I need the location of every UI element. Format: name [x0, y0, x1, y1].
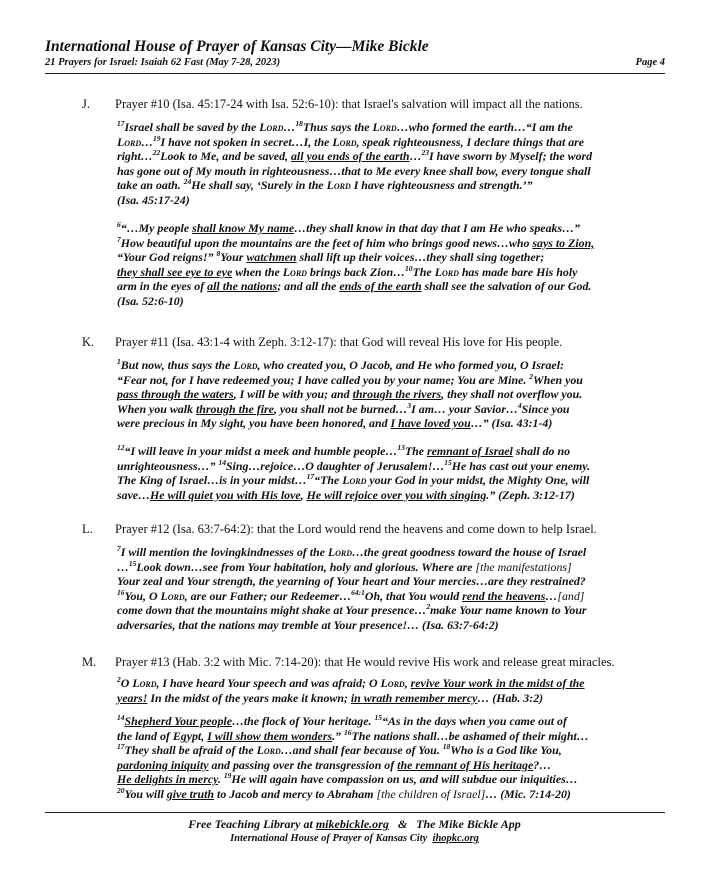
text-run: Look to Me, and be saved, — [160, 149, 291, 164]
text-run: “Your God reigns!” — [117, 250, 217, 265]
small-caps-lord: Lord — [282, 264, 307, 279]
text-run: and passing over the transgression of — [208, 757, 398, 772]
text-run: … (Hab. 3:2) — [477, 690, 544, 705]
verse-number: 7 — [117, 234, 121, 244]
underlined-phrase: pardoning iniquity — [117, 757, 209, 772]
text-run: I have not spoken in secret…I, the — [160, 134, 333, 149]
underlined-phrase: years! — [117, 690, 148, 705]
passage-line — [117, 603, 665, 618]
verse-number: 17 — [306, 472, 315, 482]
text-run: , I will be with you; and — [233, 387, 353, 402]
passage-line — [117, 743, 665, 758]
text-run: He has cast out your enemy. — [451, 458, 591, 473]
text-run: take an oath. — [117, 178, 184, 193]
text-run: Your — [220, 250, 247, 265]
small-caps-lord: Lord — [372, 120, 397, 134]
underlined-phrase: all the nations — [207, 279, 278, 294]
bracket-note: [and] — [557, 588, 585, 603]
text-run: How beautiful upon the mountains are the feet of him who brings good news…who — [120, 235, 533, 250]
passage-line — [117, 387, 665, 402]
ihopkc-link[interactable]: ihopkc.org — [432, 833, 479, 844]
underlined-phrase: I have loved you — [390, 416, 471, 431]
text-run: I have righteousness and strength.’” — [350, 178, 533, 193]
underlined-phrase: He will rejoice over you with singing — [306, 487, 487, 502]
text-run: I am… your Savior… — [411, 401, 518, 416]
text-run: He shall say, ‘Surely in the — [191, 178, 327, 193]
footer-line-1 — [0, 817, 709, 832]
scripture-passage — [117, 444, 665, 502]
text-run: shall lift up their voices…they shall sing together; — [296, 250, 545, 265]
text-run: save… — [117, 487, 151, 502]
verse-number: 15 — [374, 713, 382, 722]
underlined-phrase: in wrath remember mercy — [350, 690, 478, 705]
text-run: unrighteousness…” — [117, 458, 219, 473]
small-caps-lord: Lord — [327, 545, 353, 559]
verse-number: 14 — [117, 713, 125, 722]
verse-number: 64:1 — [351, 587, 365, 597]
underlined-phrase: ends of the earth — [339, 279, 422, 294]
small-caps-lord: Lord — [342, 473, 367, 488]
verse-number: 6 — [117, 220, 121, 229]
mikebickle-link[interactable]: mikebickle.org — [315, 817, 389, 831]
section-letter: J. — [82, 97, 90, 111]
verse-number: 14 — [218, 457, 226, 467]
text-run: “…My people — [120, 221, 193, 235]
verse-number: 1 — [117, 357, 121, 366]
text-run: (Isa. 45:17-24) — [117, 192, 190, 207]
passage-line — [117, 164, 665, 179]
text-run: , speak righteousness, I declare things that are — [356, 134, 585, 149]
text-run: right… — [117, 149, 153, 164]
text-run: Look down…see from Your habitation, holy and glorious. Where are — [136, 559, 476, 574]
text-run: Your zeal and Your strength, the yearning of Your heart and Your mercies…are they restrained? — [117, 574, 586, 589]
section-letter: M. — [82, 655, 97, 669]
small-caps-lord: Lord — [380, 676, 405, 690]
underlined-phrase: remnant of Israel — [426, 444, 513, 458]
passage-line — [117, 294, 665, 309]
passage-line — [117, 149, 665, 164]
text-run: , I have heard Your speech and was afraid; O — [156, 676, 381, 690]
verse-number: 2 — [117, 675, 121, 684]
verse-number: 16 — [343, 727, 352, 737]
underlined-phrase: Shepherd Your people — [124, 714, 232, 728]
passage-line — [117, 416, 665, 431]
underlined-phrase: pass through the waters — [117, 387, 234, 402]
text-run: , you shall not be burned… — [273, 401, 408, 416]
underlined-phrase: He will quiet you with His love — [150, 487, 301, 502]
text-run: your God in your midst, the Mighty One, will — [366, 473, 590, 488]
underlined-phrase: He delights in mercy — [117, 772, 218, 787]
text-run: “I will leave in your midst a meek and humble people… — [124, 444, 398, 458]
text-run: …” (Isa. 43:1-4) — [470, 416, 553, 431]
passage-line — [117, 676, 665, 691]
small-caps-lord: Lord — [326, 178, 351, 193]
text-run: … — [141, 134, 154, 149]
text-run: The — [412, 264, 435, 279]
passage-line — [117, 545, 665, 560]
scripture-passage — [117, 676, 665, 705]
passage-line — [117, 488, 665, 503]
text-run: Who is a God like You, — [450, 743, 562, 758]
verse-number: 19 — [153, 133, 161, 143]
passage-line — [117, 236, 665, 251]
text-run: Thus says the — [302, 120, 373, 134]
text-run: … — [545, 588, 558, 603]
underlined-phrase: they shall see eye to eye — [117, 264, 233, 279]
passage-line — [117, 589, 665, 604]
text-run: were precious in My sight, you have been honored, and — [117, 416, 391, 431]
small-caps-lord: Lord — [160, 588, 185, 603]
passage-line — [117, 279, 665, 294]
passage-line — [117, 787, 665, 802]
text-run: …who formed the earth…“I am the — [396, 120, 573, 134]
text-run: When you — [533, 372, 583, 387]
text-run: .” — [332, 728, 344, 743]
page-title: International House of Prayer of Kansas City—Mike Bickle — [45, 38, 429, 55]
prayer-heading: Prayer #11 (Isa. 43:1-4 with Zeph. 3:12-17): that God will reveal His love for His people. — [115, 335, 563, 349]
text-run: They shall be afraid of the — [124, 743, 257, 758]
text-run: has made bare His holy — [458, 264, 578, 279]
underlined-phrase: through the fire — [195, 401, 274, 416]
small-caps-lord: Lord — [434, 264, 459, 279]
underlined-phrase: shall know My name — [192, 221, 295, 235]
verse-number: 17 — [117, 119, 125, 128]
text-run: “The — [314, 473, 343, 488]
verse-number: 7 — [117, 544, 121, 553]
passage-line — [117, 265, 665, 280]
text-run: ; and all the — [277, 279, 340, 294]
passage-line — [117, 250, 665, 265]
prayer-heading: Prayer #10 (Isa. 45:17-24 with Isa. 52:6-10): that Israel's salvation will impact all the nations. — [115, 97, 583, 111]
text-run: to Jacob and mercy to Abraham — [214, 786, 377, 801]
verse-number: 2 — [529, 371, 534, 381]
verse-number: 13 — [397, 443, 405, 452]
section-letter: K. — [82, 335, 95, 349]
passage-line — [117, 135, 665, 150]
footer-line-2 — [0, 833, 709, 844]
footer-rule — [45, 812, 665, 813]
verse-number: 20 — [117, 785, 125, 795]
footer-app-label: The Mike Bickle App — [416, 817, 521, 831]
text-run: The — [404, 444, 427, 458]
text-run: shall see the salvation of our God. — [421, 279, 592, 294]
section-letter: L. — [82, 522, 93, 536]
small-caps-lord: Lord — [332, 134, 357, 149]
underlined-phrase: rend the heavens — [462, 588, 546, 603]
verse-number: 19 — [223, 771, 232, 781]
passage-line — [117, 560, 665, 575]
underlined-phrase: through the rivers — [352, 387, 442, 402]
text-run: The King of Israel…is in your midst… — [117, 473, 307, 488]
text-run: . — [217, 772, 224, 787]
text-run: “Fear not, for I have redeemed you; I have called you by your name; You are Mine. — [117, 372, 530, 387]
text-run: You, O — [124, 588, 161, 603]
footer-library-label: Free Teaching Library at — [188, 817, 316, 831]
text-run: (Isa. 52:6-10) — [117, 293, 184, 308]
text-run: … — [283, 120, 296, 134]
bracket-note: [the children of Israel] — [376, 786, 486, 801]
text-run: I will mention the lovingkindnesses of the — [120, 545, 328, 559]
text-run: He will again have compassion on us, and will subdue our iniquities… — [231, 772, 578, 787]
text-run: You will — [124, 786, 167, 801]
bracket-note: [the manifestations] — [475, 559, 572, 574]
passage-line — [117, 729, 665, 744]
text-run: , are our Father; our Redeemer… — [184, 588, 352, 603]
passage-line — [117, 772, 665, 787]
small-caps-lord: Lord — [117, 134, 142, 149]
text-run: has gone out of My mouth in righteousness…that to Me every knee shall bow, every tongue shall — [117, 163, 591, 178]
passage-line — [117, 691, 665, 706]
verse-number: 2 — [426, 602, 431, 612]
text-run: come down that the mountains might shake at Your presence… — [117, 603, 427, 618]
text-run: .” (Zeph. 3:12-17) — [486, 487, 575, 502]
text-run: Israel shall be saved by the — [124, 120, 260, 134]
text-run: , — [404, 676, 411, 690]
text-run: When you walk — [117, 401, 196, 416]
text-run: … (Mic. 7:14-20) — [485, 786, 571, 801]
passage-line — [117, 714, 665, 729]
verse-number: 18 — [295, 119, 303, 128]
text-run: In the midst of the years make it known; — [147, 690, 351, 705]
text-run: , they shall not overflow you. — [441, 387, 583, 402]
page-number: Page 4 — [635, 57, 665, 68]
text-run: arm in the eyes of — [117, 279, 208, 294]
verse-number: 16 — [117, 587, 125, 597]
passage-line — [117, 193, 665, 208]
small-caps-lord: Lord — [233, 358, 258, 372]
text-run: I have sworn by Myself; the word — [428, 149, 593, 164]
verse-number: 18 — [442, 742, 451, 752]
underlined-phrase: watchmen — [246, 250, 297, 265]
text-run: Sing…rejoice…O daughter of Jerusalem!… — [225, 458, 445, 473]
text-run: …the great goodness toward the house of Israel — [352, 545, 587, 559]
text-run: …and shall fear because of You. — [280, 743, 443, 758]
verse-number: 24 — [183, 177, 192, 187]
text-run: adversaries, that the nations may tremble at Your presence!… (Isa. 63:7-64:2) — [117, 617, 499, 632]
underlined-phrase: give truth — [166, 786, 215, 801]
header-rule — [45, 73, 665, 74]
text-run: The nations shall…be ashamed of their might… — [351, 728, 589, 743]
underlined-phrase: revive Your work in the midst of the — [410, 676, 585, 690]
prayer-heading: Prayer #12 (Isa. 63:7-64:2): that the Lord would rend the heavens and come down to help Israel. — [115, 522, 597, 536]
passage-line — [117, 178, 665, 193]
text-run: Oh, that You would — [364, 588, 463, 603]
text-run: , who created you, O Jacob, and He who formed you, O Israel: — [257, 358, 564, 372]
document-subtitle: 21 Prayers for Israel: Isaiah 62 Fast (May 7-28, 2023) — [45, 57, 281, 68]
verse-number: 12 — [117, 443, 125, 452]
scripture-passage — [117, 221, 665, 309]
passage-line — [117, 221, 665, 236]
text-run: …they shall know in that day that I am He who speaks…” — [294, 221, 580, 235]
underlined-phrase: all you ends of the earth — [290, 149, 410, 164]
verse-number: 22 — [152, 148, 161, 158]
verse-number: 23 — [421, 148, 429, 158]
verse-number: 15 — [128, 558, 137, 568]
verse-number: 4 — [517, 400, 522, 410]
small-caps-lord: Lord — [259, 120, 284, 134]
verse-number: 17 — [117, 742, 125, 752]
text-run: … — [409, 149, 422, 164]
text-run: brings back Zion… — [306, 264, 406, 279]
passage-line — [117, 358, 665, 373]
scripture-passage — [117, 120, 665, 208]
passage-line — [117, 574, 665, 589]
text-run: make Your name known to Your — [430, 603, 587, 618]
text-run: when the — [232, 264, 283, 279]
text-run: But now, thus says the — [120, 358, 234, 372]
passage-line — [117, 459, 665, 474]
verse-number: 10 — [405, 263, 413, 273]
underlined-phrase: I will show them wonders — [207, 728, 333, 743]
text-run: the land of Egypt, — [117, 728, 208, 743]
text-run: Since you — [521, 401, 570, 416]
text-run: …the flock of Your heritage. — [231, 714, 375, 728]
scripture-passage — [117, 358, 665, 431]
prayer-heading: Prayer #13 (Hab. 3:2 with Mic. 7:14-20): that He would revive His work and release great miracles. — [115, 655, 615, 669]
text-run: O — [120, 676, 133, 690]
text-run: ?… — [533, 757, 552, 772]
small-caps-lord: Lord — [256, 743, 281, 758]
text-run: “As in the days when you came out of — [381, 714, 567, 728]
passage-line — [117, 444, 665, 459]
scripture-passage — [117, 714, 665, 802]
passage-line — [117, 758, 665, 773]
text-run: , — [300, 487, 307, 502]
footer-org-label: International House of Prayer of Kansas City — [230, 833, 428, 844]
text-run: shall do no — [512, 444, 571, 458]
scripture-passage — [117, 545, 665, 633]
passage-line — [117, 402, 665, 417]
passage-line — [117, 373, 665, 388]
passage-line — [117, 473, 665, 488]
text-run: … — [117, 559, 129, 574]
small-caps-lord: Lord — [132, 676, 157, 690]
verse-number: 8 — [216, 249, 221, 259]
passage-line — [117, 618, 665, 633]
underlined-phrase: says to Zion, — [532, 235, 595, 250]
verse-number: 15 — [444, 457, 452, 467]
passage-line — [117, 120, 665, 135]
footer-separator: & — [397, 817, 408, 831]
underlined-phrase: the remnant of His heritage — [397, 757, 534, 772]
verse-number: 3 — [407, 400, 412, 410]
